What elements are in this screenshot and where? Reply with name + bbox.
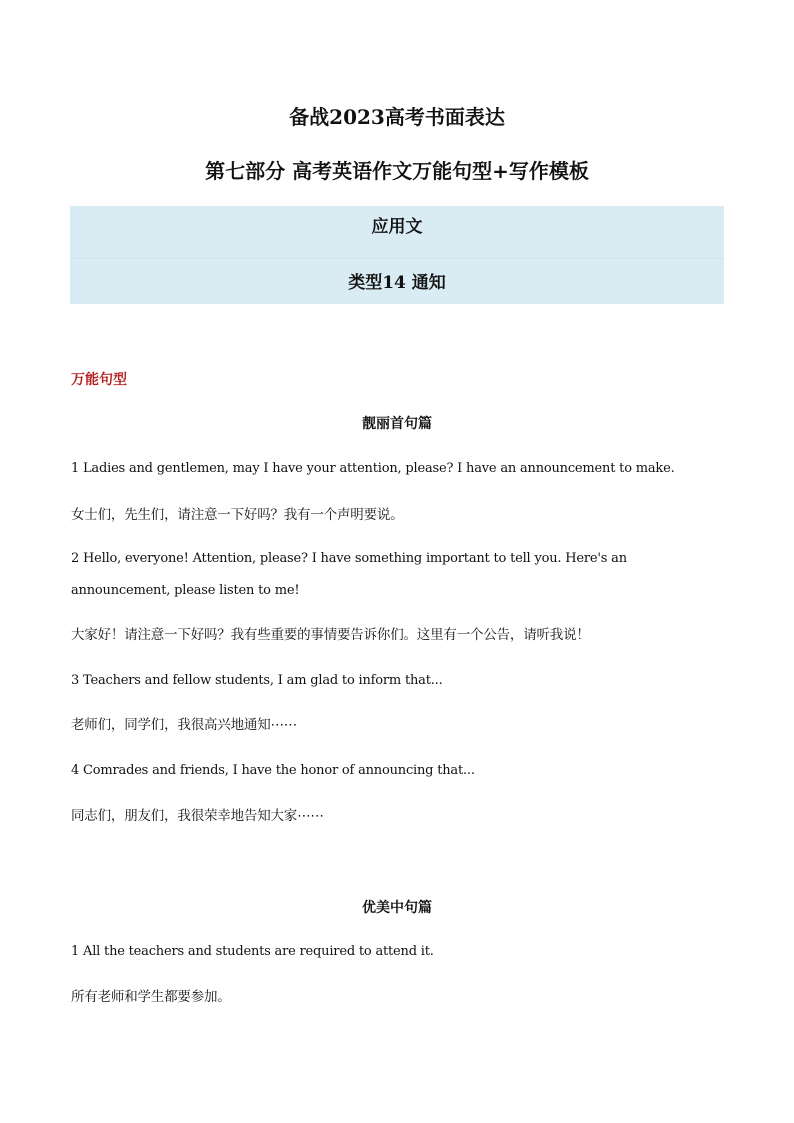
opening-item-2-cn: 大家好！请注意一下好吗？我有些重要的事情要告诉你们。这里有一个公告，请听我说！	[71, 627, 590, 643]
middle-item-1-en: 1 All the teachers and students are required to attend it.	[71, 944, 434, 959]
banner-category: 应用文	[371, 217, 423, 237]
banner-type: 类型14 通知	[348, 273, 446, 293]
category-banner	[70, 206, 724, 304]
opening-heading: 靓丽首句篇	[362, 416, 432, 432]
document-subtitle: 第七部分 高考英语作文万能句型+写作模板	[205, 159, 589, 183]
opening-item-1-en: 1 Ladies and gentlemen, may I have your attention, please? I have an announcement to make.	[71, 461, 675, 476]
middle-item-1-cn: 所有老师和学生都要参加。	[71, 989, 231, 1005]
opening-item-2-en: 2 Hello, everyone! Attention, please? I have something important to tell you. Here's an announcement, please listen to me!	[71, 551, 627, 598]
opening-item-1-cn: 女士们，先生们，请注意一下好吗？我有一个声明要说。	[71, 507, 404, 523]
opening-item-3-cn: 老师们，同学们，我很高兴地通知⋯⋯	[71, 717, 298, 733]
section-heading: 万能句型	[71, 372, 127, 388]
opening-item-4-cn: 同志们，朋友们，我很荣幸地告知大家⋯⋯	[71, 808, 324, 824]
opening-item-3-en: 3 Teachers and fellow students, I am glad to inform that...	[71, 673, 443, 688]
banner-divider	[70, 258, 724, 259]
opening-item-4-en: 4 Comrades and friends, I have the honor of announcing that...	[71, 763, 475, 778]
document-title: 备战2023高考书面表达	[289, 105, 505, 129]
middle-heading: 优美中句篇	[362, 900, 432, 916]
